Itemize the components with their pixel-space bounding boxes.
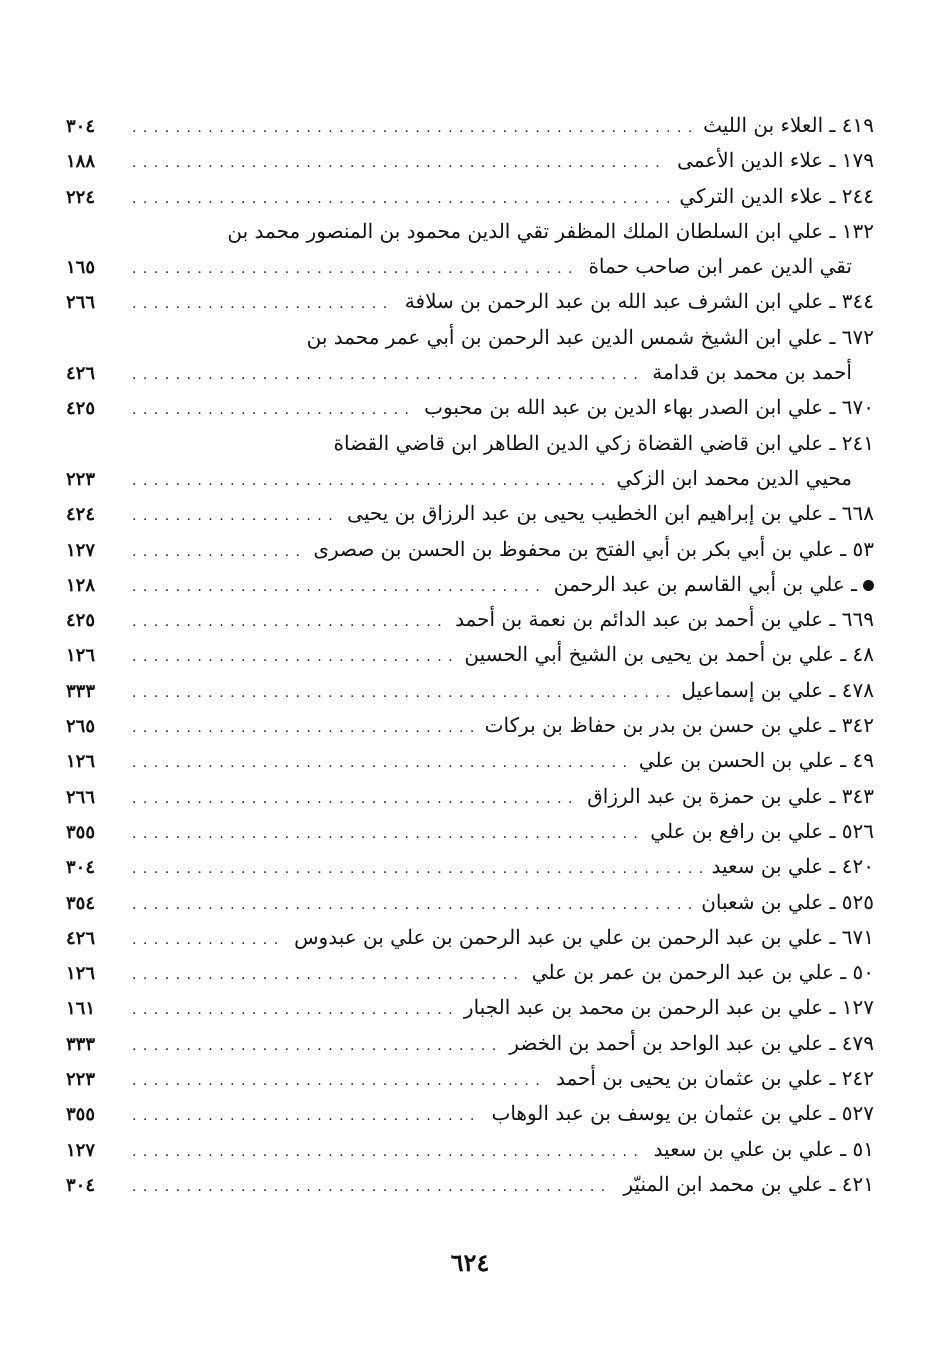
entry-name-wrap [675,673,874,708]
entry-name: ٤٨ ـ علي بن أحمد بن يحيى بن الشيخ أبي الحسين [464,642,874,667]
index-entry [62,885,874,920]
entry-name-continuation: محيي الدين محمد ابن الزكي [616,465,852,490]
index-entry [62,743,874,778]
entry-page-number: ١٢٦ [66,751,96,773]
entry-page-number: ١٦٥ [66,257,96,279]
entry-name: ١٣٢ ـ علي ابن السلطان الملك المظفر تقي الدين محمود بن المنصور محمد بن [227,218,874,243]
entry-name: ٥٢٥ ـ علي بن شعبان [701,889,874,914]
entry-name: ٦٧٠ ـ علي ابن الصدر بهاء الدين بن عبد الله بن محبوب [424,395,874,420]
entry-name-wrap [706,849,874,884]
entry-name: ٤٩ ـ علي بن الحسن بن علي [638,748,874,773]
index-entry-continuation [62,461,874,496]
entry-name-wrap [479,708,874,743]
entry-name-wrap [648,1132,874,1167]
index-entry [62,990,874,1025]
entry-page-number: ٢٢٣ [66,468,96,490]
dot-leader [132,1029,499,1064]
entry-name-wrap [288,920,874,955]
index-entry-continuation [62,249,874,284]
index-entry [62,108,874,143]
entry-name: ٢٤١ ـ علي ابن قاضي القضاة زكي الدين الطاهر ابن قاضي القضاة [333,430,874,455]
entry-page-number: ٣٥٤ [66,892,96,914]
index-entry [62,602,874,637]
entry-name-wrap [503,1026,874,1061]
entry-name-wrap [644,814,874,849]
entry-page-number: ١٨٨ [66,151,96,173]
dot-leader [132,1064,546,1099]
index-entry-continuation [62,355,874,390]
entry-page-number: ٤٢٥ [66,398,96,420]
dot-leader [132,817,640,852]
entry-page-number: ٣٠٤ [66,1174,96,1196]
index-entry [62,708,874,743]
dot-leader [132,1099,482,1134]
index-entry [62,814,874,849]
entry-name: ٣٤٣ ـ علي بن حمزة بن عبد الرزاق [587,783,874,808]
entry-name-wrap [458,637,874,672]
entry-name: ٦٧١ ـ علي بن عبد الرحمن بن علي بن عبد الرحمن بن علي بن عبدوس [294,924,874,949]
dot-leader [132,993,454,1028]
entry-name-wrap [418,390,874,425]
dot-leader [132,711,475,746]
entry-page-number: ٤٢٤ [66,504,96,526]
index-entry [62,637,874,672]
entry-page-number: ٤٢٥ [66,610,96,632]
index-entry [62,1096,874,1131]
dot-leader [132,570,544,605]
entry-page-number: ٣٣٣ [66,1033,96,1055]
entry-name-wrap [617,1167,874,1202]
index-entry [62,920,874,955]
entry-name-wrap [673,179,874,214]
dot-leader [132,1170,613,1205]
index-entry [62,673,874,708]
entry-page-number: ١٦١ [66,998,96,1020]
index-entry [62,1132,874,1167]
index-entry [62,284,874,319]
entry-name: ٥٢٧ ـ علي بن عثمان بن يوسف بن عبد الوهاب [491,1101,874,1126]
index-entry [62,849,874,884]
entry-name-wrap [633,743,874,778]
index-entry [62,1026,874,1061]
entry-name-wrap [697,108,874,143]
entry-name-wrap [695,885,874,920]
dot-leader [132,358,642,393]
dot-leader [132,464,606,499]
entry-page-number: ١٢٨ [66,574,96,596]
entry-page-number: ٢٦٦ [66,786,96,808]
entry-name: ٤٢٠ ـ علي بن سعيد [711,854,874,879]
entry-page-number: ٤٢٦ [66,927,96,949]
entry-page-number: ٢٦٦ [66,292,96,314]
index-page [62,108,874,1202]
entry-name-continuation: تقي الدين عمر ابن صاحب حماة [588,254,852,279]
entry-name: ٦٧٢ ـ علي ابن الشيخ شمس الدين عبد الرحمن بن أبي عمر محمد بن [306,324,874,349]
entry-page-number: ٢٢٣ [66,1069,96,1091]
entry-name: ١٢٧ ـ علي بن عبد الرحمن بن محمد بن عبد الجبار [463,995,874,1020]
entry-name: ٤٧٩ ـ علي بن عبد الواحد بن أحمد بن الخضر [509,1030,874,1055]
entry-page-number: ٢٦٥ [66,716,96,738]
entry-page-number: ٤٢٦ [66,363,96,385]
entry-name-wrap [581,779,874,814]
index-entry [62,1167,874,1202]
index-entry [62,426,874,461]
dot-leader [132,852,702,887]
entry-page-number: ٣٣٣ [66,680,96,702]
dot-leader [132,605,445,640]
entry-name-continuation: أحمد بن محمد بن قدامة [652,360,852,385]
entry-name-wrap [526,955,874,990]
entry-name: ١٧٩ ـ علاء الدين الأعمى [677,148,874,173]
index-entry [62,955,874,990]
entry-name-wrap [458,990,874,1025]
entry-page-number: ٢٢٤ [66,186,96,208]
dot-leader [132,1135,644,1170]
entry-name-wrap [399,284,874,319]
dot-leader [132,923,284,958]
entry-page-number: ٣٠٤ [66,857,96,879]
entry-name-wrap [548,567,874,602]
entry-name-wrap [449,602,874,637]
entry-name: ٦٦٩ ـ علي بن أحمد بن عبد الدائم بن نعمة بن أحمد [455,607,874,632]
entry-page-number: ١٢٦ [66,645,96,667]
entry-name: ٢٤٤ ـ علاء الدين التركي [679,183,874,208]
dot-leader [132,676,671,711]
entry-name-wrap [486,1096,875,1131]
entry-page-number: ١٢٧ [66,539,96,561]
entry-name-wrap [671,143,874,178]
dot-leader [132,782,577,817]
entry-name: ٤١٩ ـ العلاء بن الليث [703,113,874,137]
dot-leader [132,252,578,287]
entry-name: ٢٤٢ ـ علي بن عثمان بن يحيى بن أحمد [555,1066,874,1091]
entry-page-number: ٣٥٥ [66,821,96,843]
dot-leader [132,146,667,181]
index-entry [62,320,874,355]
entry-page-number: ٣٥٥ [66,1104,96,1126]
index-entry [62,1061,874,1096]
entry-name: ٤٧٨ ـ علي بن إسماعيل [681,677,874,702]
dot-leader [132,640,454,675]
entry-name: ٥٣ ـ علي بن أبي بكر بن أبي الفتح بن محفوظ بن الحسن بن صصرى [313,536,874,561]
index-entry [62,779,874,814]
dot-leader [132,499,337,534]
dot-leader [132,287,395,322]
index-entry [62,179,874,214]
index-entry [62,496,874,531]
bullet-icon [863,580,874,591]
dot-leader [132,958,522,993]
entry-name: ٥١ ـ علي بن علي بن سعيد [653,1136,874,1161]
entry-name: ـ علي بن أبي القاسم بن عبد الرحمن [553,571,857,596]
entry-name: ٥٠ ـ علي بن عبد الرحمن بن عمر بن علي [531,960,874,985]
index-entry [62,567,874,602]
entry-name: ٤٢١ ـ علي بن محمد ابن المنيّر [623,1171,874,1196]
dot-leader [132,888,691,923]
entry-name: ٥٢٦ ـ علي بن رافع بن علي [650,818,874,843]
entry-page-number: ١٢٧ [66,1139,96,1161]
entry-name-wrap [341,496,874,531]
entry-name-wrap [550,1061,874,1096]
entry-name: ٣٤٤ ـ علي ابن الشرف عبد الله بن عبد الرحمن بن سلافة [404,289,874,314]
index-entry [62,532,874,567]
entry-page-number: ١٢٦ [66,963,96,985]
entry-page-number: ٣٠٤ [66,116,96,137]
index-entry [62,143,874,178]
dot-leader [132,535,303,570]
index-entry [62,214,874,249]
dot-leader [132,182,669,217]
entry-name: ٦٦٨ ـ علي بن إبراهيم ابن الخطيب يحيى بن عبد الرزاق بن يحيى [347,501,874,526]
index-entry [62,390,874,425]
dot-leader [132,111,693,146]
dot-leader [132,393,414,428]
entry-name-wrap [307,532,874,567]
dot-leader [132,746,629,781]
entry-name: ٣٤٢ ـ علي بن حسن بن بدر بن حفاظ بن بركات [484,713,874,738]
page-number: ٦٢٤ [450,1248,490,1277]
